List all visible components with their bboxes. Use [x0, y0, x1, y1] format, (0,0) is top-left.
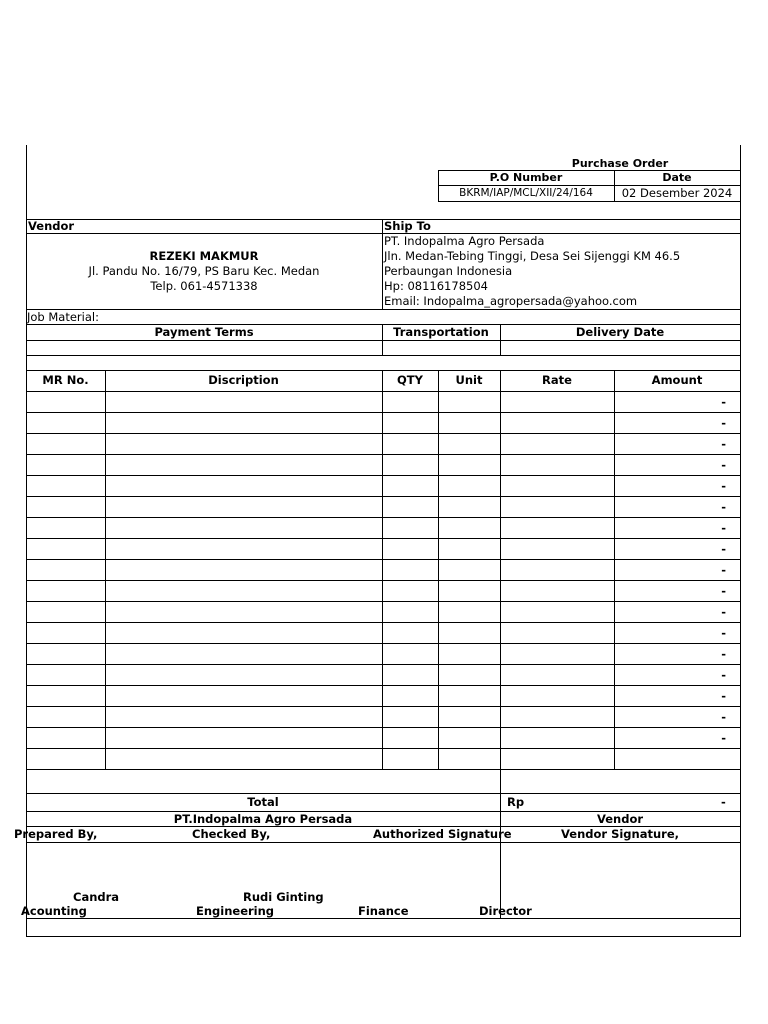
amount-cell: -	[721, 605, 726, 619]
dept-director: Director	[479, 904, 532, 918]
column-header-qty: QTY	[397, 373, 423, 387]
document-title: Purchase Order	[571, 157, 669, 170]
signature-roles-row	[14, 827, 512, 842]
table-row	[26, 748, 740, 769]
table-row	[26, 727, 740, 748]
payment-terms-header: Payment Terms	[154, 325, 254, 339]
amount-cell: -	[721, 563, 726, 577]
amount-cell: -	[721, 668, 726, 682]
amount-cell: -	[721, 710, 726, 724]
column-header-rate: Rate	[542, 373, 572, 387]
ship-to-line5: Email: Indopalma_agropersada@yahoo.com	[384, 294, 638, 308]
amount-cell: -	[721, 437, 726, 451]
table-row	[26, 706, 740, 727]
column-header-amount: Amount	[651, 373, 703, 387]
table-row	[26, 433, 740, 454]
job-material-label: Job Material:	[27, 310, 99, 324]
delivery-date-header: Delivery Date	[575, 325, 665, 339]
checked-by-label: Checked By,	[192, 827, 271, 841]
po-number-label: P.O Number	[489, 171, 563, 184]
table-row	[26, 517, 740, 538]
amount-cell: -	[721, 416, 726, 430]
amount-cell: -	[721, 458, 726, 472]
vendor-label: Vendor	[28, 219, 75, 233]
column-header-discription: Discription	[208, 373, 279, 387]
dept-finance: Finance	[358, 904, 409, 918]
column-header-mr-no: MR No.	[42, 373, 89, 387]
table-row	[26, 601, 740, 622]
table-row	[26, 412, 740, 433]
table-row	[26, 454, 740, 475]
amount-cell: -	[721, 626, 726, 640]
amount-cell: -	[721, 500, 726, 514]
amount-cell: -	[721, 521, 726, 535]
amount-cell: -	[721, 395, 726, 409]
prepared-by-label: Prepared By,	[14, 827, 98, 841]
ship-to-line4: Hp: 08116178504	[384, 279, 488, 293]
table-row	[26, 496, 740, 517]
date-value: 02 Desember 2024	[621, 186, 733, 200]
amount-cell: -	[721, 542, 726, 556]
ship-to-line2: Jln. Medan-Tebing Tinggi, Desa Sei Sijenggi KM 46.5	[384, 249, 681, 263]
signer-name-rudi: Rudi Ginting	[243, 890, 324, 904]
po-number-value: BKRM/IAP/MCL/XII/24/164	[459, 187, 593, 199]
amount-cell: -	[721, 584, 726, 598]
amount-cell: -	[721, 731, 726, 745]
ship-to-line3: Perbaungan Indonesia	[384, 264, 513, 278]
signer-name-candra: Candra	[73, 890, 120, 904]
vendor-signature-label: Vendor Signature,	[561, 827, 679, 841]
table-row	[26, 664, 740, 685]
transportation-header: Transportation	[393, 325, 489, 339]
table-row	[26, 622, 740, 643]
table-row	[26, 559, 740, 580]
vendor-name: REZEKI MAKMUR	[149, 249, 259, 263]
vendor-phone: Telp. 061-4571338	[150, 279, 258, 293]
dept-engineering: Engineering	[196, 904, 275, 918]
ship-to-label: Ship To	[384, 219, 431, 233]
vendor-address: Jl. Pandu No. 16/79, PS Baru Kec. Medan	[88, 264, 320, 278]
vendor-signature-header: Vendor	[596, 812, 644, 826]
table-row	[26, 391, 740, 412]
amount-cell: -	[721, 647, 726, 661]
signature-departments-row	[21, 904, 532, 919]
date-label: Date	[662, 171, 692, 184]
authorized-signature-label: Authorized Signature	[373, 827, 512, 841]
total-currency: Rp	[507, 795, 525, 809]
ship-to-line1: PT. Indopalma Agro Persada	[384, 234, 545, 248]
dept-accounting: Acounting	[21, 904, 87, 918]
table-row	[26, 580, 740, 601]
total-value: -	[721, 795, 726, 809]
column-header-unit: Unit	[455, 373, 483, 387]
sheet-right-border	[740, 145, 741, 937]
table-row	[26, 538, 740, 559]
amount-cell: -	[721, 479, 726, 493]
company-signature-header: PT.Indopalma Agro Persada	[173, 812, 353, 826]
table-row	[26, 643, 740, 664]
total-label: Total	[247, 795, 279, 809]
amount-cell: -	[721, 689, 726, 703]
table-row	[26, 685, 740, 706]
table-row	[26, 475, 740, 496]
